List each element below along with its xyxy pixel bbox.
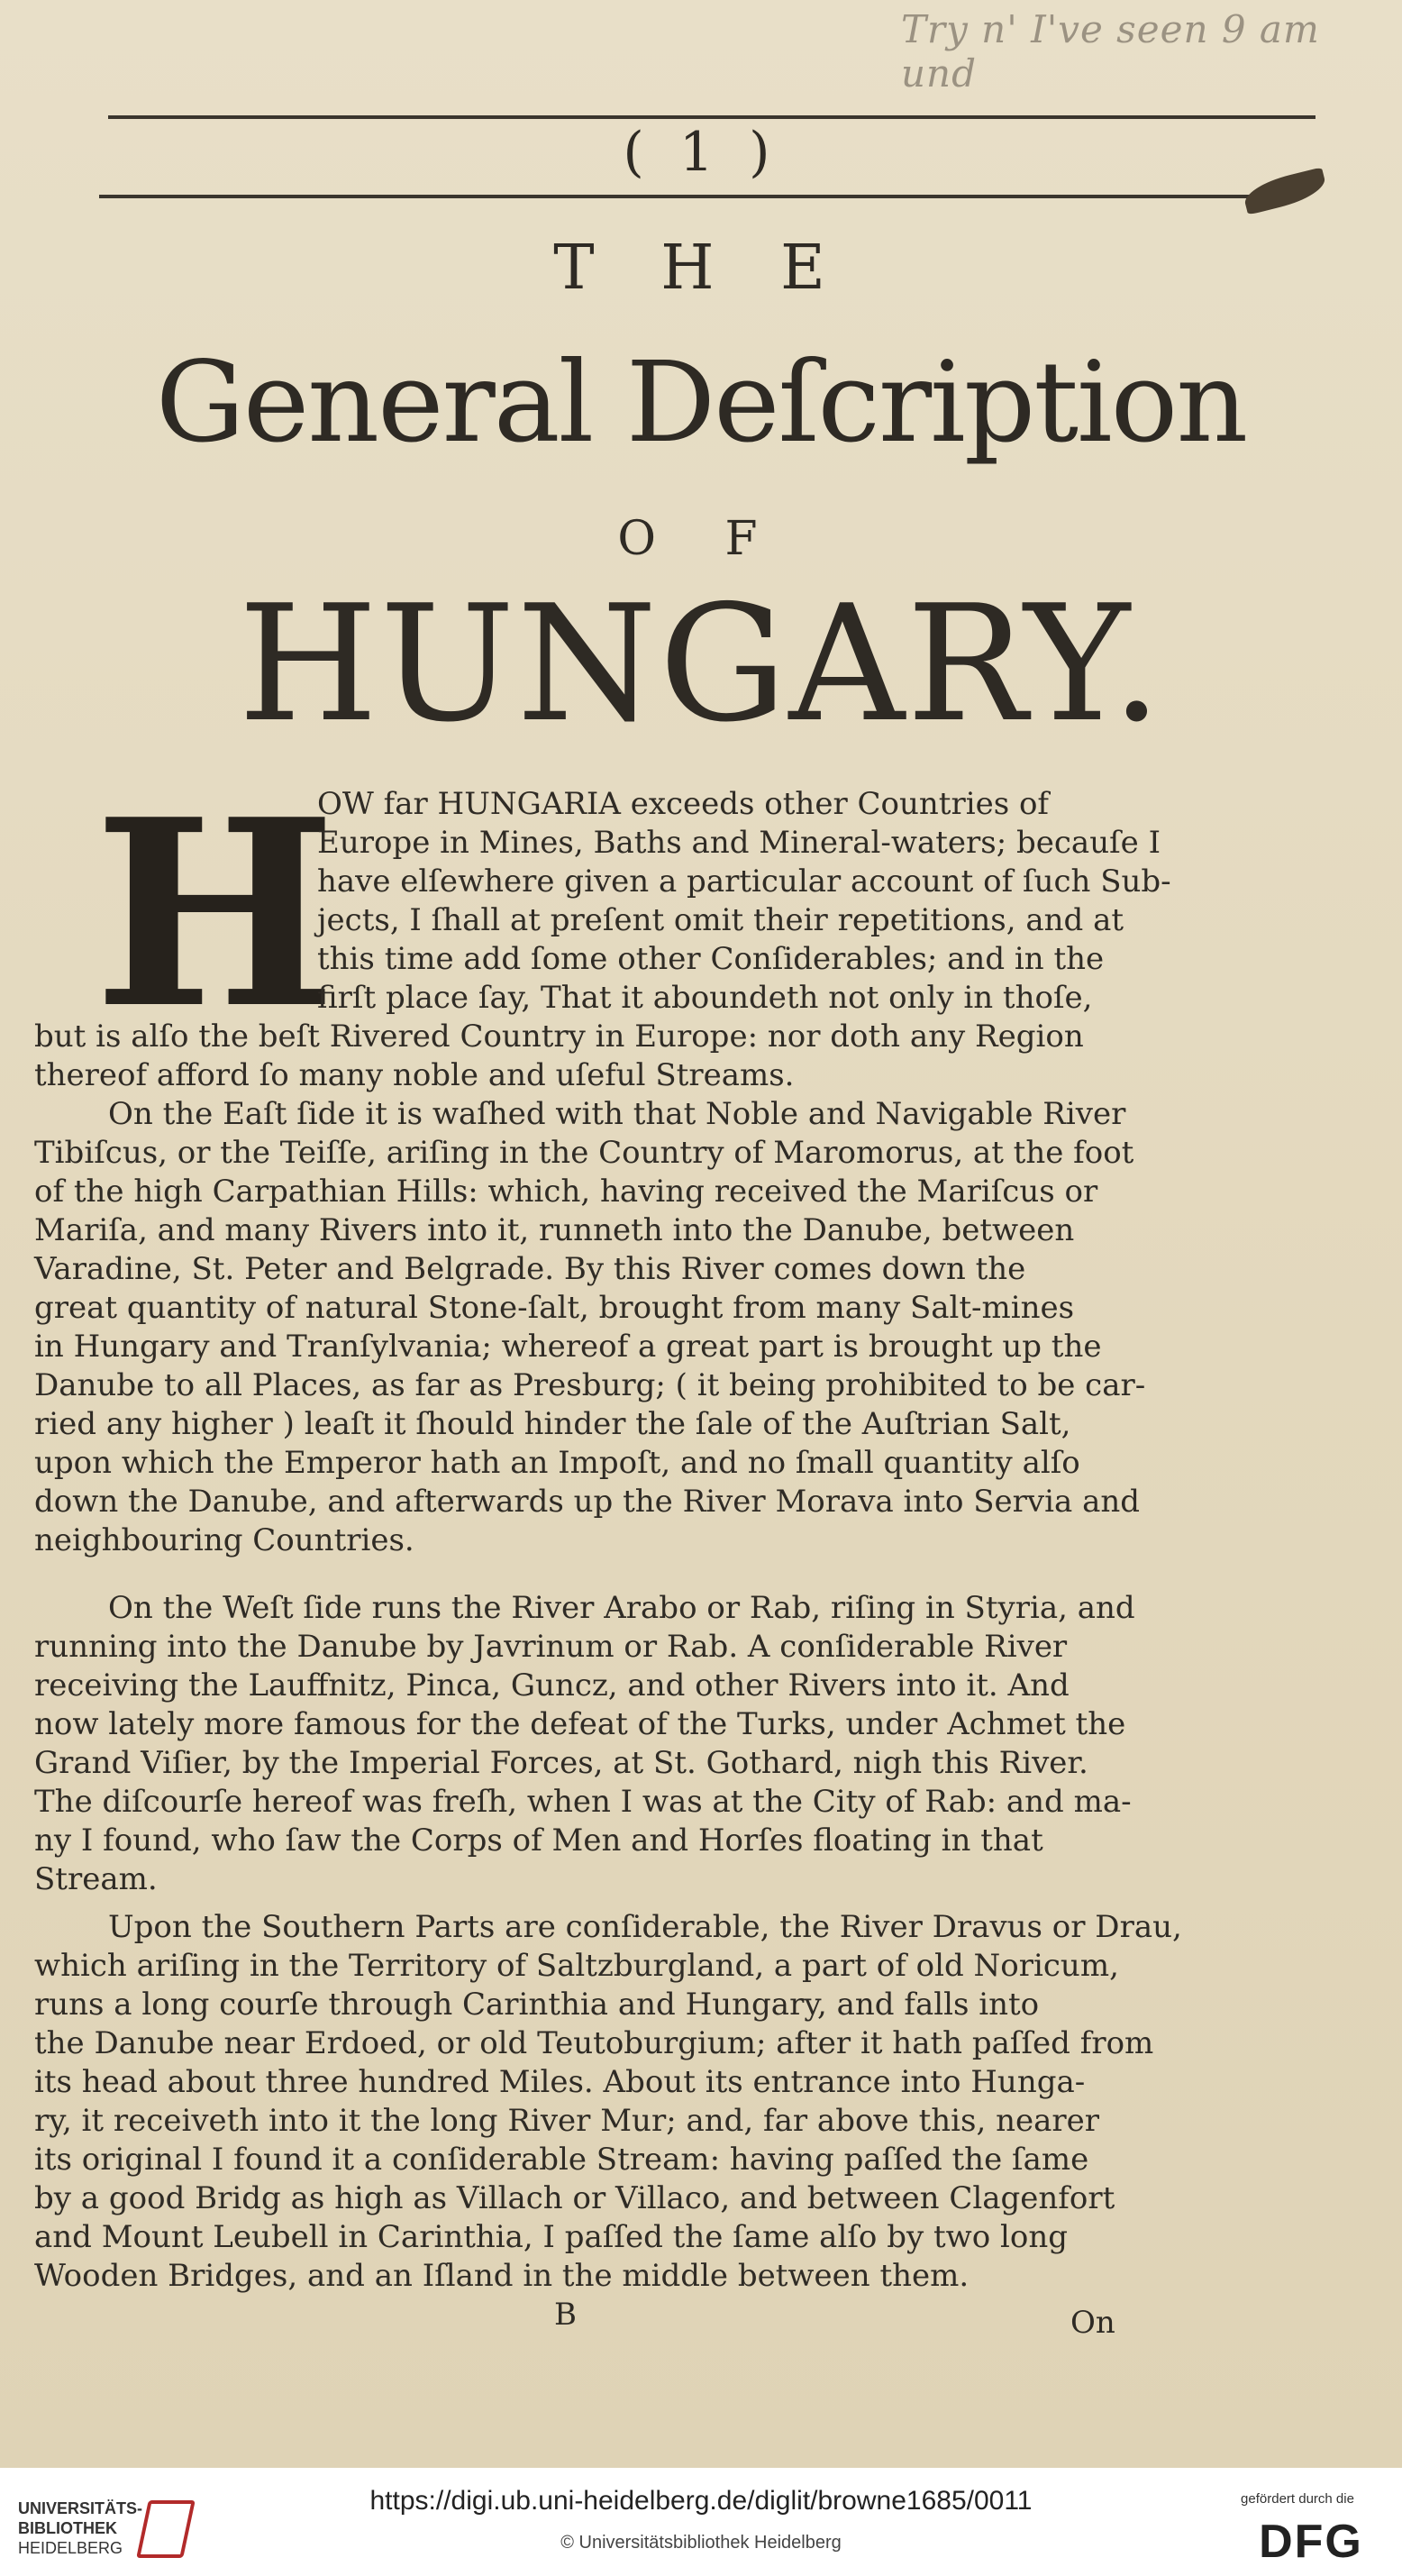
text-line: but is alſo the beſt Rivered Country in Europe: nor doth any Region <box>34 1019 1084 1055</box>
viewer-footer <box>0 2468 1402 2576</box>
text-line: of the high Carpathian Hills: which, having received the Mariſcus or <box>34 1174 1098 1210</box>
handwritten-note: Try n' I've seen 9 am und <box>901 7 1320 96</box>
text-line: receiving the Lauffnitz, Pinca, Guncz, and other Rivers into it. And <box>34 1667 1070 1704</box>
text-line: have elſewhere given a particular account of ſuch Sub- <box>317 863 1171 900</box>
dfg-logo[interactable]: DFG <box>1259 2516 1363 2568</box>
title-of: O F <box>617 512 785 566</box>
text-line: runs a long courſe through Carinthia and Hungary, and falls into <box>34 1987 1040 2023</box>
title-country: HUNGARY. <box>238 571 1164 757</box>
text-line: ny I found, who ſaw the Corps of Men and Horſes floating in that <box>34 1822 1043 1859</box>
text-line: Tibiſcus, or the Teiſſe, ariſing in the Country of Maromorus, at the foot <box>34 1135 1134 1171</box>
permalink-url[interactable]: https://digi.ub.uni-heidelberg.de/diglit/browne1685/0011 <box>369 2486 1033 2516</box>
text-line: this time add ſome other Conſiderables; and in the <box>317 941 1105 977</box>
funder-note: gefördert durch die <box>1241 2491 1354 2507</box>
title-the: T H E <box>553 233 849 304</box>
text-line: On the Eaſt ſide it is waſhed with that Noble and Navigable River <box>108 1096 1126 1132</box>
text-line: jects, I ſhall at preſent omit their repetitions, and at <box>317 902 1124 938</box>
text-line: OW far HUNGARIA exceeds other Countries of <box>317 786 1050 822</box>
text-line: ry, it receiveth into it the long River Mur; and, far above this, nearer <box>34 2103 1099 2139</box>
text-line: which ariſing in the Territory of Saltzburgland, a part of old Noricum, <box>34 1948 1119 1984</box>
library-name: UNIVERSITÄTS-BIBLIOTHEK <box>18 2499 143 2537</box>
text-line: the Danube near Erdoed, or old Teutoburgium; after it hath paſſed from <box>34 2025 1154 2061</box>
catchword: On <box>1070 2305 1115 2341</box>
text-line: its head about three hundred Miles. About its entrance into Hunga- <box>34 2064 1086 2100</box>
text-line: ried any higher ) leaſt it ſhould hinder the ſale of the Auſtrian Salt, <box>34 1406 1071 1442</box>
text-line: Grand Viſier, by the Imperial Forces, at St. Gothard, nigh this River. <box>34 1745 1088 1781</box>
header-rule <box>99 195 1297 198</box>
text-line: running into the Danube by Javrinum or Rab. A conſiderable River <box>34 1629 1068 1665</box>
text-line: neighbouring Countries. <box>34 1522 414 1558</box>
text-line: upon which the Emperor hath an Impoſt, and no ſmall quantity alſo <box>34 1445 1080 1481</box>
text-line: in Hungary and Tranſylvania; whereof a great part is brought up the <box>34 1329 1102 1365</box>
text-line: Stream. <box>34 1861 158 1897</box>
text-line: and Mount Leubell in Carinthia, I paſſed the ſame alſo by two long <box>34 2219 1069 2255</box>
text-line: thereof afford ſo many noble and uſeful Streams. <box>34 1057 795 1093</box>
drop-cap: H <box>94 763 337 1065</box>
text-line: its original I found it a conſiderable Stream: having paſſed the ſame <box>34 2142 1089 2178</box>
signature-mark: B <box>554 2297 577 2333</box>
page-number: ( 1 ) <box>623 121 779 184</box>
text-line: firſt place ſay, That it aboundeth not only in thoſe, <box>317 980 1093 1016</box>
text-line: Mariſa, and many Rivers into it, runneth into the Danube, between <box>34 1212 1075 1248</box>
text-line: now lately more famous for the defeat of the Turks, under Achmet the <box>34 1706 1126 1742</box>
title-main: General Deſcription <box>155 338 1247 468</box>
text-line: Danube to all Places, as far as Presburg; ( it being prohibited to be car- <box>34 1367 1146 1403</box>
text-line: Varadine, St. Peter and Belgrade. By this River comes down the <box>34 1251 1026 1287</box>
text-line: by a good Bridg as high as Villach or Villaco, and between Clagenfort <box>34 2180 1115 2216</box>
text-line: down the Danube, and afterwards up the River Morava into Servia and <box>34 1484 1141 1520</box>
text-line: Upon the Southern Parts are conſiderable, the River Dravus or Drau, <box>108 1909 1182 1945</box>
library-city: HEIDELBERG <box>18 2539 123 2557</box>
text-line: great quantity of natural Stone-ſalt, brought from many Salt-mines <box>34 1290 1075 1326</box>
copyright-notice: © Universitätsbibliothek Heidelberg <box>560 2533 842 2553</box>
text-line: Wooden Bridges, and an Iſland in the middle between them. <box>34 2258 970 2294</box>
top-rule <box>108 115 1316 119</box>
text-line: The diſcourſe hereof was freſh, when I was at the City of Rab: and ma- <box>34 1784 1132 1820</box>
text-line: On the Weſt ſide runs the River Arabo or Rab, riſing in Styria, and <box>108 1590 1135 1626</box>
text-line: Europe in Mines, Baths and Mineral-waters; becauſe I <box>317 825 1161 861</box>
